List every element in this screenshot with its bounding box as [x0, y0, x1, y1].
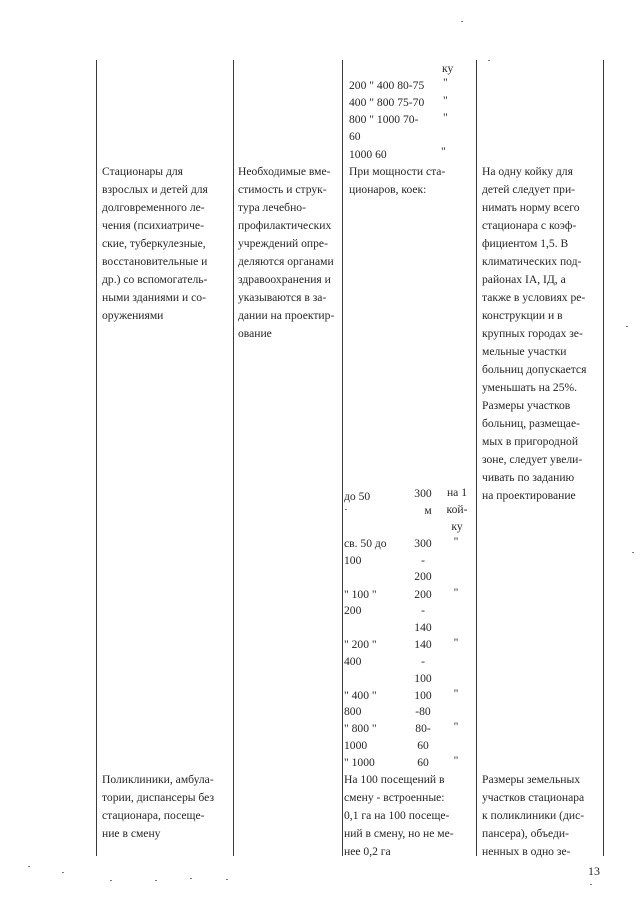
text-line: Необходимые вме- [238, 165, 331, 178]
text-line: ование [238, 327, 272, 340]
text-line: климатических под- [482, 255, 582, 268]
text-line: конструкции и в [482, 309, 563, 322]
text-line: фициентом 1,5. В [482, 237, 569, 250]
capacity-range: " 1000 [344, 756, 375, 769]
text-line: мельные участки [482, 345, 567, 358]
text-line: больниц допускается [482, 363, 587, 376]
text-line: ские, туберкулезные, [102, 237, 206, 250]
text-line: др.) со вспомогатель- [102, 273, 208, 286]
scan-speck [461, 21, 463, 22]
text-line: уменьшать на 25%. [482, 381, 578, 394]
area-value: 60 [417, 739, 429, 752]
text-line: Стационары для [102, 165, 183, 178]
row2-capacity-heading: ционаров, коек: [349, 183, 427, 196]
area-value: -80 [415, 705, 431, 718]
area-value: 100 [414, 672, 432, 685]
capacity-range: 200 [344, 604, 362, 617]
ditto-mark: " [453, 636, 459, 649]
ditto-mark: " [453, 687, 459, 700]
text-line: оружениями [102, 309, 164, 322]
row1-col3-line: 800 " 1000 70- [349, 113, 419, 126]
row1-col3-line: 400 " 800 75-70 [349, 96, 425, 109]
area-value: 140 [414, 638, 432, 651]
ditto-mark: " [443, 111, 448, 124]
text-line: крупных городах зе- [482, 327, 583, 340]
row2-capacity-heading: При мощности ста- [349, 165, 446, 178]
unit-label: ку [451, 520, 463, 533]
table-left-border [96, 60, 97, 856]
text-line: чивать по заданию [482, 471, 575, 484]
text-line: Размеры участков [482, 399, 571, 412]
text-line: деляются органами [238, 255, 334, 268]
row1-unit-tail: ку [442, 62, 454, 75]
capacity-range: до 50 [344, 490, 371, 503]
table-column-divider-1 [233, 60, 234, 856]
text-line: долговременного ле- [102, 201, 205, 214]
scan-speck [62, 872, 64, 873]
ditto-mark: " [441, 145, 446, 158]
unit-label: кой- [446, 503, 468, 516]
area-value: - [421, 604, 425, 617]
capacity-range: 800 [344, 705, 362, 718]
text-line: зоне, следует увели- [482, 453, 583, 466]
scan-speck [155, 880, 157, 881]
text-line: Размеры земельных [482, 773, 581, 786]
area-value: 100 [414, 689, 432, 702]
text-line: учреждений опре- [238, 237, 328, 250]
area-value: 300 [414, 537, 432, 550]
area-value: 140 [414, 621, 432, 634]
scan-speck [345, 509, 347, 510]
area-value: 300 [414, 487, 432, 500]
ditto-mark: " [443, 94, 448, 107]
row1-col3-line: 200 " 400 80-75 [349, 79, 425, 92]
text-line: стационара с коэф- [482, 219, 577, 232]
text-line: стационара, посеще- [102, 809, 205, 822]
text-line: к поликлиники (дис- [482, 809, 585, 822]
text-line: ние в смену [102, 827, 161, 840]
text-line: ными зданиями и со- [102, 291, 206, 304]
text-line: взрослых и детей для [102, 183, 208, 196]
table-column-divider-3 [476, 60, 477, 856]
scan-speck [488, 60, 490, 61]
text-line: тории, диспансеры без [102, 791, 215, 804]
area-value: - [421, 554, 425, 567]
scan-speck [626, 326, 628, 327]
table-right-border [603, 60, 604, 856]
text-line: нимать норму всего [482, 201, 580, 214]
capacity-range: св. 50 до [344, 537, 387, 550]
capacity-range: " 200 " [344, 638, 377, 651]
text-line: На 100 посещений в [344, 773, 445, 786]
capacity-range: " 800 " [344, 722, 377, 735]
capacity-range: 100 [344, 554, 362, 567]
ditto-mark: " [453, 535, 459, 548]
area-value: м [424, 504, 432, 517]
text-line: 0,1 га на 100 посеще- [344, 809, 450, 822]
text-line: тура лечебно- [238, 201, 306, 214]
text-line: ненных в одно зе- [482, 845, 571, 858]
table-column-divider-2 [342, 60, 343, 856]
text-line: Поликлиники, амбула- [102, 773, 214, 786]
area-value: 200 [414, 588, 432, 601]
text-line: участков стационара [482, 791, 585, 804]
text-line: на проектирование [482, 489, 576, 502]
text-line: районах IА, IД, а [482, 273, 566, 286]
area-value: - [421, 655, 425, 668]
scan-speck [190, 878, 192, 879]
text-line: детей следует при- [482, 183, 576, 196]
unit-label: на 1 [446, 486, 468, 499]
ditto-mark: " [453, 754, 459, 767]
text-line: чения (психиатриче- [102, 219, 204, 232]
ditto-mark: " [443, 76, 448, 89]
text-line: больниц, размещае- [482, 417, 580, 430]
text-line: здравоохранения и [238, 273, 331, 286]
ditto-mark: " [453, 720, 459, 733]
page-number: 13 [588, 864, 600, 878]
scan-speck [226, 879, 228, 880]
text-line: мых в пригородной [482, 435, 579, 448]
text-line: указываются в за- [238, 291, 327, 304]
text-line: профилактических [238, 219, 332, 232]
capacity-range: 400 [344, 655, 362, 668]
text-line: нее 0,2 га [344, 845, 391, 858]
area-value: 80- [415, 722, 431, 735]
text-line: восстановительные и [102, 255, 208, 268]
scan-speck [28, 866, 30, 867]
row1-col3-line: 60 [349, 130, 361, 143]
text-line: ний в смену, но не ме- [344, 827, 454, 840]
capacity-range: 1000 [344, 739, 368, 752]
text-line: смену - встроенные: [344, 791, 445, 804]
scan-speck [110, 880, 112, 881]
capacity-range: " 100 " [344, 588, 377, 601]
ditto-mark: " [453, 586, 459, 599]
text-line: дании на проектир- [238, 309, 335, 322]
area-value: 60 [417, 756, 429, 769]
capacity-range: " 400 " [344, 689, 377, 702]
row1-col3-line: 1000 60 [349, 148, 387, 161]
scan-speck [590, 884, 592, 885]
text-line: пансера), объеди- [482, 827, 569, 840]
text-line: На одну койку для [482, 165, 573, 178]
scan-speck [632, 552, 634, 553]
text-line: также в условиях ре- [482, 291, 586, 304]
area-value: 200 [414, 570, 432, 583]
text-line: стимость и струк- [238, 183, 327, 196]
